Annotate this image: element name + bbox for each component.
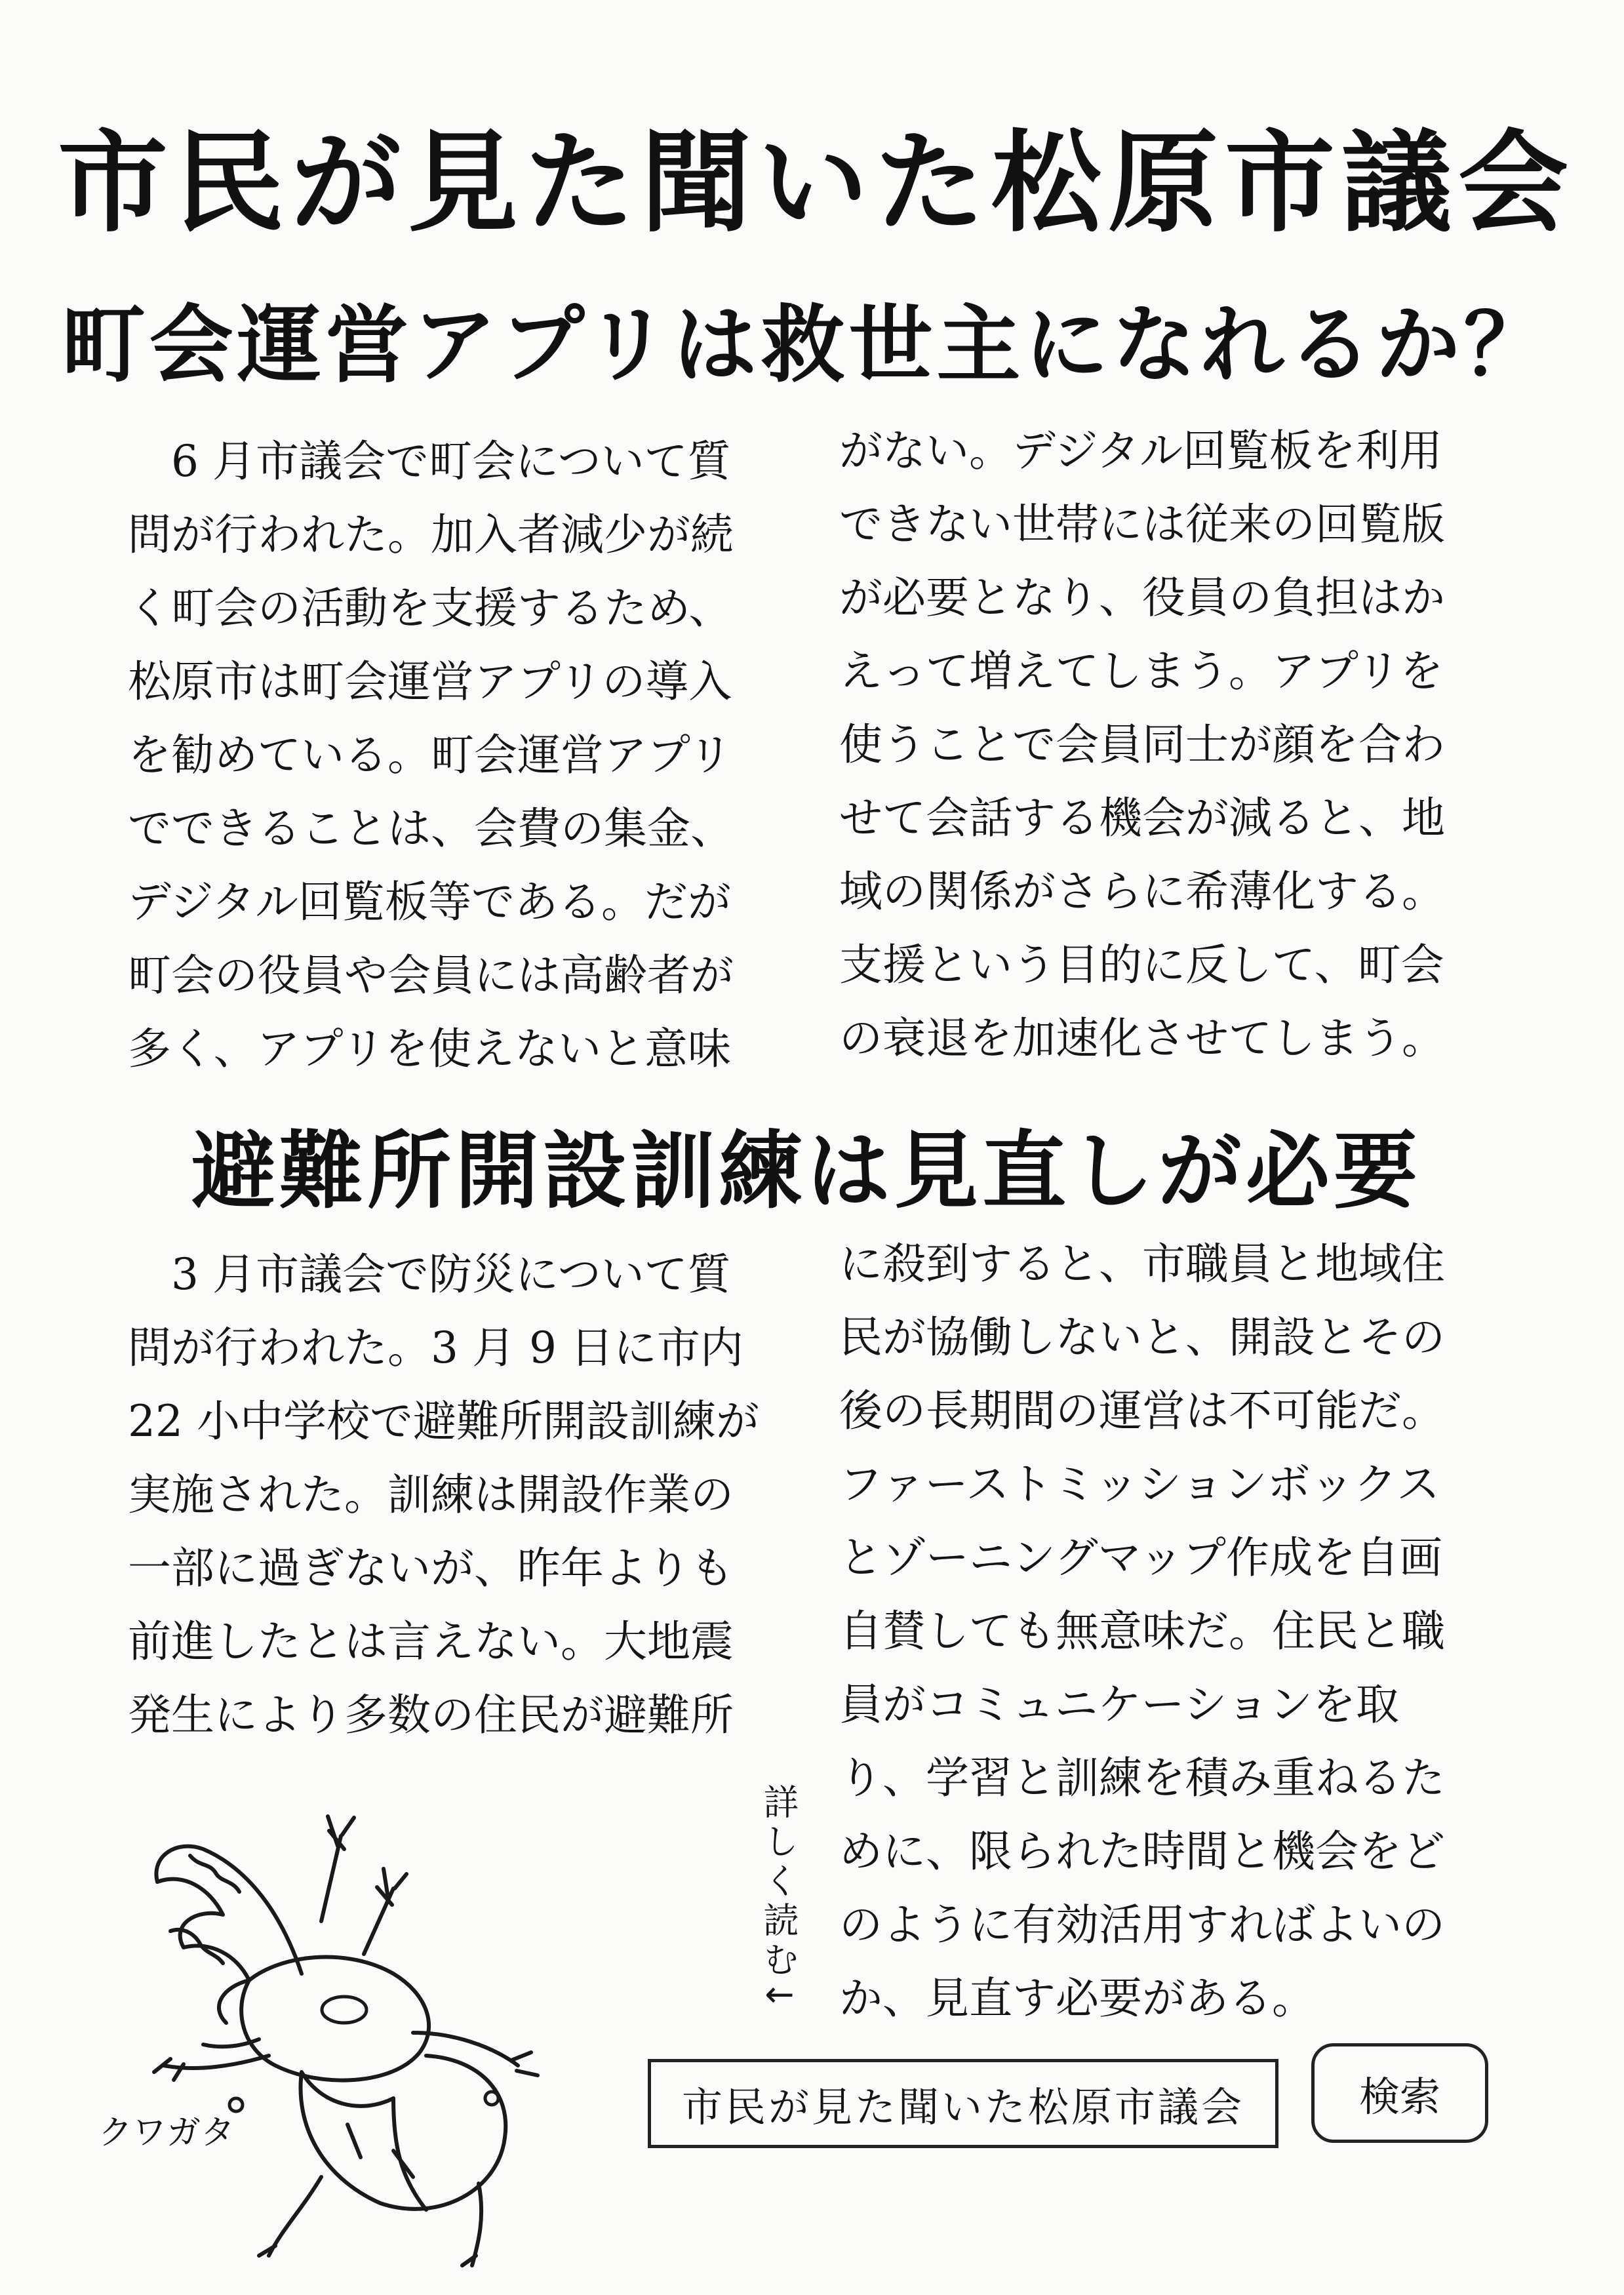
text-line: えって増えてしまう。アプリを xyxy=(839,646,1444,696)
text-line: 問が行われた。加入者減少が続 xyxy=(128,509,734,560)
beetle-icon xyxy=(85,1757,623,2269)
text-line: とゾーニングマップ作成を自画 xyxy=(839,1532,1443,1583)
article1-headline: 町会運営アプリは救世主になれるか？ xyxy=(61,296,1552,394)
article2-left-column xyxy=(128,1238,770,1752)
text-line: が必要となり、役員の負担はか xyxy=(839,572,1445,623)
text-line: 自賛しても無意味だ。住民と職 xyxy=(839,1606,1445,1656)
text-line: 実施された。訓練は開設作業の xyxy=(128,1469,734,1520)
search-input[interactable]: 市民が見た聞いた松原市議会 xyxy=(648,2059,1278,2148)
text-line: 員がコミュニケーションを取 xyxy=(839,1679,1400,1730)
read-more-note: 詳しく読む↓ xyxy=(758,1784,799,2014)
text-line: 3 月市議会で防災について質 xyxy=(128,1249,731,1300)
text-line: を勧めている。町会運営アプリ xyxy=(128,730,732,780)
text-line: り、学習と訓練を積み重ねるた xyxy=(839,1753,1445,1803)
text-line: のように有効活用すればよいの xyxy=(839,1900,1445,1950)
text-line: 支援という目的に反して、町会 xyxy=(839,940,1444,990)
text-line: がない。デジタル回覧板を利用 xyxy=(839,426,1443,476)
text-line: く町会の活動を支援するため、 xyxy=(128,583,732,633)
text-line: 多く、アプリを使えないと意味 xyxy=(128,1024,732,1074)
text-line: 町会の役員や会員には高齢者が xyxy=(128,950,734,1001)
text-line: 22 小中学校で避難所開設訓練が xyxy=(128,1396,759,1447)
text-line: せて会話する機会が減ると、地 xyxy=(839,793,1445,843)
text-line: の衰退を加速化させてしまう。 xyxy=(839,1013,1445,1064)
article1-right-column xyxy=(839,414,1482,1075)
text-line: 民が協働しないと、開設とその xyxy=(839,1312,1445,1363)
article2-right-column xyxy=(839,1227,1482,2035)
text-line: 後の長期間の運営は不可能だ。 xyxy=(839,1386,1445,1436)
article1-left-column xyxy=(128,425,770,1086)
text-line: でできることは、会費の集金、 xyxy=(128,803,734,854)
text-line: に殺到すると、市職員と地域住 xyxy=(839,1239,1445,1289)
text-line: 一部に過ぎないが、昨年よりも xyxy=(128,1543,734,1593)
masthead-title: 市民が見た聞いた松原市議会 xyxy=(58,118,1575,247)
text-line: 発生により多数の住民が避難所 xyxy=(128,1690,734,1740)
text-line: 松原市は町会運営アプリの導入 xyxy=(128,656,732,707)
text-line: 問が行われた。3 月 9 日に市内 xyxy=(128,1323,743,1373)
text-line: めに、限られた時間と機会をど xyxy=(839,1826,1445,1877)
article2-headline: 避難所開設訓練は見直しが必要 xyxy=(191,1123,1421,1220)
text-line: 6 月市議会で町会について質 xyxy=(128,436,731,487)
search-button[interactable]: 検索 xyxy=(1311,2043,1488,2143)
text-line: 使うことで会員同士が顔を合わ xyxy=(839,719,1445,770)
illustration-label: クワガタ xyxy=(98,2113,235,2153)
text-line: できない世帯には従来の回覧版 xyxy=(839,499,1445,549)
text-line: ファーストミッションボックス xyxy=(839,1459,1440,1509)
text-line: 前進したとは言えない。大地震 xyxy=(128,1616,734,1667)
text-line: か、見直す必要がある。 xyxy=(839,1973,1315,2024)
text-line: デジタル回覧板等である。だが xyxy=(128,877,732,927)
text-line: 域の関係がさらに希薄化する。 xyxy=(839,866,1445,917)
